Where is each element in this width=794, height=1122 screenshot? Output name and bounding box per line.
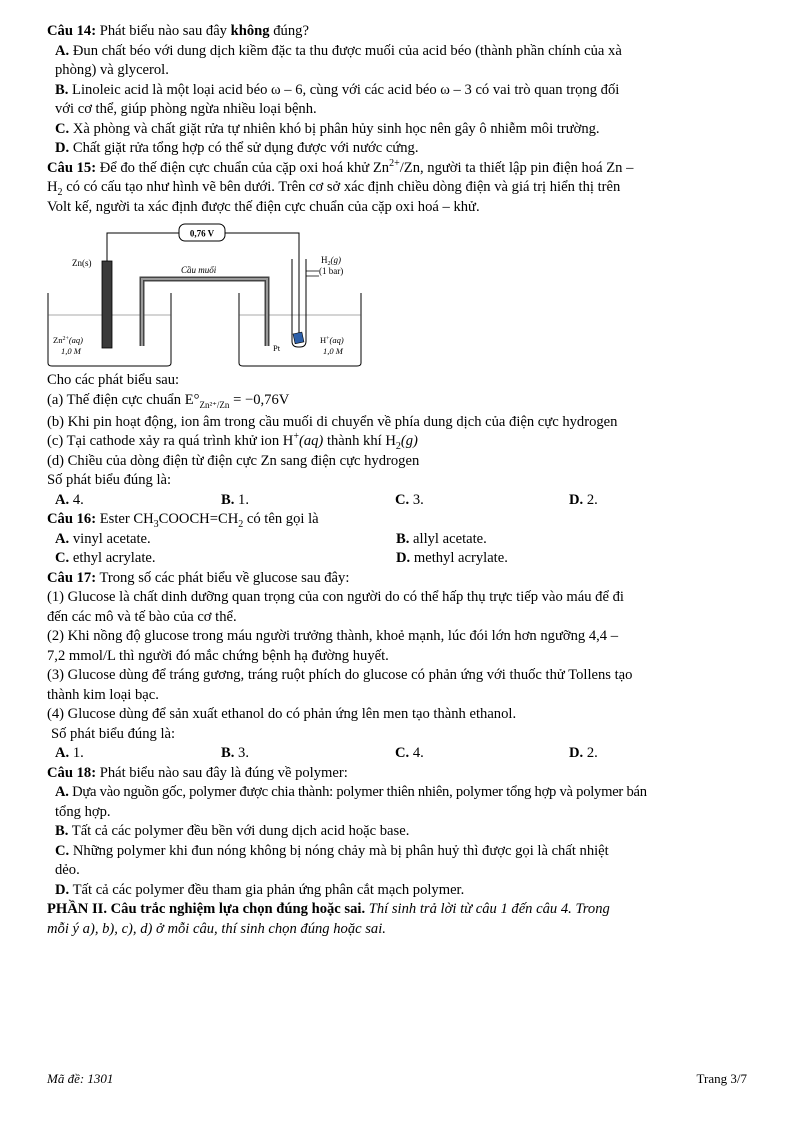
q17-option-b: B. 3. <box>221 745 249 761</box>
q17-options <box>47 744 747 764</box>
q14-option-a-cont: phòng) và glycerol. <box>55 62 169 78</box>
q14-stem-bold: không <box>230 23 270 39</box>
q17-statement-2-cont: 7,2 mmol/L thì người đó mắc chứng bệnh hạ đường huyết. <box>47 647 389 664</box>
zn-ion-label: $Zn^{2+}(aq)$ <box>53 335 84 345</box>
part2-title: PHẦN II. Câu trắc nghiệm lựa chọn đúng hoặc sai. <box>47 901 366 917</box>
q18-option-d: D. Tất cả các polymer đều tham gia phản ứng phân cắt mạch polymer. <box>55 881 465 898</box>
q18-number: Câu 18: <box>47 764 97 781</box>
q15-statement-d: (d) Chiều của dòng điện từ điện cực Zn sang điện cực hydrogen <box>47 452 420 469</box>
q14-option-d: D. Chất giặt rửa tổng hợp có thể sử dụng được với nước cứng. <box>55 140 419 156</box>
q17-statement-1: (1) Glucose là chất dinh dưỡng quan trọng của con người do có thể hấp thụ trực tiếp vào máu để đi <box>47 589 624 605</box>
q17-statement-4: (4) Glucose dùng để sản xuất ethanol do có phản ứng lên men tạo thành ethanol. <box>47 706 517 722</box>
q15-stem-line3: Volt kế, người ta xác định được thế điện cực chuẩn của cặp oxi hoá – khử. <box>47 198 480 215</box>
q15-stem-line1: Câu 15: Để đo thế điện cực chuẩn của cặp oxi hoá khử $Zn^{2+}/Zn$, người ta thiết lập pin điện hoá Zn – <box>47 157 634 176</box>
pt-label: Pt <box>273 343 281 353</box>
q14-option-b: B. Linoleic acid là một loại acid béo ω – 6, cùng với các acid béo ω – 3 có vai trò quan trọng đối <box>55 81 620 98</box>
q18-option-a-cont: tổng hợp. <box>55 803 111 820</box>
q15-statement-a: (a) Thế điện cực chuẩn $E^\circ_{Zn^{2+}/Zn} = -0,76V$ <box>47 391 290 410</box>
platinum-plate <box>293 332 304 344</box>
q18-stem: Câu 18: Phát biểu nào sau đây là đúng về polymer: <box>47 764 348 781</box>
pressure-label: (1 bar) <box>319 266 344 276</box>
q17-number: Câu 17: <box>47 569 97 586</box>
part2-instructions: Thí sinh trả lời từ câu 1 đến câu 4. Trong <box>368 901 610 917</box>
q14-stem <box>47 22 747 42</box>
zinc-electrode <box>102 261 112 348</box>
q17-option-a: A. 1. <box>55 745 84 761</box>
part2-heading <box>47 900 747 920</box>
q17-option-c: C. 4. <box>395 745 424 761</box>
q17-statement-1-cont: đến các mô và tế bào của cơ thể. <box>47 608 237 625</box>
page-footer <box>47 1069 747 1089</box>
q14-number: Câu 14: <box>47 23 97 39</box>
q18-option-c: C. Những polymer khi đun nóng không bị nóng chảy mà bị phân huỷ thì được gọi là chất nhiệt <box>55 842 609 859</box>
galvanic-cell-diagram <box>47 221 367 371</box>
q17-option-d: D. 2. <box>569 745 598 761</box>
q16-number: Câu 16: <box>47 511 97 527</box>
q14-option-c: C. Xà phòng và chất giặt rửa tự nhiên khó bị phân hủy sinh học nên gây ô nhiễm môi trường. <box>55 120 600 137</box>
q16-option-d: D. methyl acrylate. <box>396 550 508 566</box>
q15-stem-line2: $H_2$ có có cấu tạo như hình vẽ bên dưới. Trên cơ sở xác định chiều dòng điện và giá trị hiển thị trên <box>47 179 621 198</box>
q16-option-c: C. ethyl acrylate. <box>55 550 156 566</box>
h2-label: $H_2(g)$ <box>321 255 341 267</box>
q15-option-c: C. 3. <box>395 491 424 508</box>
salt-bridge <box>142 279 267 346</box>
zn-conc-label: 1,0 M <box>61 346 81 356</box>
q17-stem: Câu 17: Trong số các phát biểu về glucose sau đây: <box>47 569 350 586</box>
q17-statement-2: (2) Khi nồng độ glucose trong máu người trưởng thành, khoẻ mạnh, lúc đói lớn hơn ngưỡng 4,4 – <box>47 628 619 644</box>
q15-ask: Số phát biểu đúng là: <box>47 472 172 488</box>
q15-options <box>47 491 747 511</box>
q14-option-b-cont: với cơ thể, giúp phòng ngừa nhiều loại bệnh. <box>55 101 317 117</box>
q15-option-a: A. 4. <box>55 491 84 508</box>
exam-code: Mã đề: 1301 <box>47 1071 114 1086</box>
q15-number: Câu 15: <box>47 159 97 176</box>
q15-option-d: D. 2. <box>569 491 598 508</box>
q15-intro: Cho các phát biểu sau: <box>47 372 180 388</box>
q15-statement-c: (c) Tại cathode xảy ra quá trình khử ion H+(aq) thành khí $H_2(g)$ <box>47 431 418 452</box>
q17-ask: Số phát biểu đúng là: <box>51 725 176 742</box>
q16-option-a: A. vinyl acetate. <box>55 530 151 547</box>
q17-statement-3: (3) Glucose dùng để tráng gương, tráng ruột phích do glucose có phản ứng với thuốc thử Tollens tạo <box>47 667 633 683</box>
gas-inlet <box>306 271 319 276</box>
h-ion-label: H+(aq) <box>320 335 344 345</box>
galvanic-cell-svg <box>47 221 367 371</box>
q18-option-b: B. Tất cả các polymer đều bền với dung dịch acid hoặc base. <box>55 823 410 839</box>
page-number: Trang 3/7 <box>696 1071 747 1086</box>
h-conc-label: 1,0 M <box>323 346 343 356</box>
q18-option-a: A. Dựa vào nguồn gốc, polymer được chia thành: polymer thiên nhiên, polymer tổng hợp và polymer bán <box>55 784 647 800</box>
q14-stem-text: Phát biểu nào sau đây <box>99 23 227 39</box>
part2-instructions-cont: mỗi ý a), b), c), d) ở mỗi câu, thí sinh chọn đúng hoặc sai. <box>47 920 386 937</box>
q15-statement-b: (b) Khi pin hoạt động, ion âm trong cầu muối di chuyển về phía dung dịch của điện cực hydrogen <box>47 413 618 430</box>
q16-option-b: B. allyl acetate. <box>396 530 487 547</box>
q16-options-row2 <box>47 549 747 569</box>
q16-stem: Câu 16: Ester $CH_3COOCH=CH_2$ có tên gọi là <box>47 511 319 530</box>
voltmeter-reading: 0,76 V <box>189 228 215 239</box>
salt-bridge-label: Cầu muối <box>181 265 217 275</box>
q16-options-row1 <box>47 530 747 550</box>
q17-statement-3-cont: thành kim loại bạc. <box>47 686 159 703</box>
q14-option-a: A. Đun chất béo với dung dịch kiềm đặc ta thu được muối của acid béo (thành phần chính của xà <box>55 42 622 59</box>
zn-label: Zn(s) <box>72 258 92 268</box>
exam-page <box>47 22 747 939</box>
q18-option-c-cont: dẻo. <box>55 862 80 878</box>
q15-option-b: B. 1. <box>221 491 249 508</box>
q14-stem-end: đúng? <box>273 23 309 39</box>
